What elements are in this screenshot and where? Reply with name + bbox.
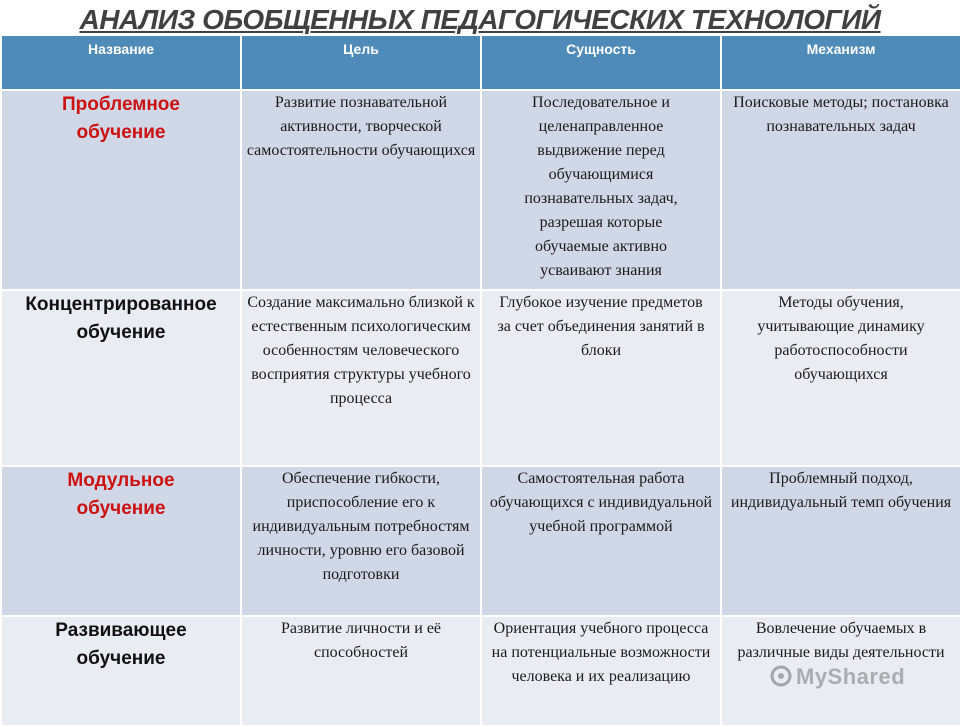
myshared-logo-icon — [770, 665, 792, 687]
row-essence: Самостоятельная работа обучающихся с индивидуальной учебной программой — [481, 466, 721, 616]
technologies-table — [0, 34, 960, 727]
row-name: Развивающее обучение — [1, 616, 241, 726]
row-goal: Создание максимально близкой к естественным психологическим особенностям человеческого восприятия структуры учебного процесса — [241, 290, 481, 466]
table-row — [1, 290, 960, 466]
table-row — [1, 466, 960, 616]
watermark — [770, 664, 905, 690]
row-mechanism: Методы обучения, учитывающие динамику работоспособности обучающихся — [721, 290, 960, 466]
row-essence: Глубокое изучение предметов за счет объединения занятий в блоки — [481, 290, 721, 466]
row-goal: Развитие личности и её способностей — [241, 616, 481, 726]
row-goal: Развитие познавательной активности, творческой самостоятельности обучающихся — [241, 90, 481, 290]
row-mechanism: Проблемный подход, индивидуальный темп обучения — [721, 466, 960, 616]
header-essence: Сущность — [481, 35, 721, 90]
row-name: Проблемное обучение — [1, 90, 241, 290]
row-mechanism: Вовлечение обучаемых в различные виды деятельности — [721, 616, 960, 726]
watermark-text: MyShared — [796, 664, 906, 689]
header-mechanism: Механизм — [721, 35, 960, 90]
table-header-row — [1, 35, 960, 90]
row-essence: Ориентация учебного процесса на потенциальные возможности человека и их реализацию — [481, 616, 721, 726]
header-name: Название — [1, 35, 241, 90]
row-essence: Последовательное и целенаправленное выдвижение перед обучающимися познавательных задач, разрешая которые обучаемые активно усваивают знания — [481, 90, 721, 290]
row-name: Концентрированное обучение — [1, 290, 241, 466]
table-row — [1, 90, 960, 290]
page-title: АНАЛИЗ ОБОБЩЕННЫХ ПЕДАГОГИЧЕСКИХ ТЕХНОЛОГИЙ — [79, 4, 881, 35]
header-goal: Цель — [241, 35, 481, 90]
row-goal: Обеспечение гибкости, приспособление его к индивидуальным потребностям личности, уровню его базовой подготовки — [241, 466, 481, 616]
row-name: Модульное обучение — [1, 466, 241, 616]
row-mechanism: Поисковые методы; постановка познавательных задач — [721, 90, 960, 290]
